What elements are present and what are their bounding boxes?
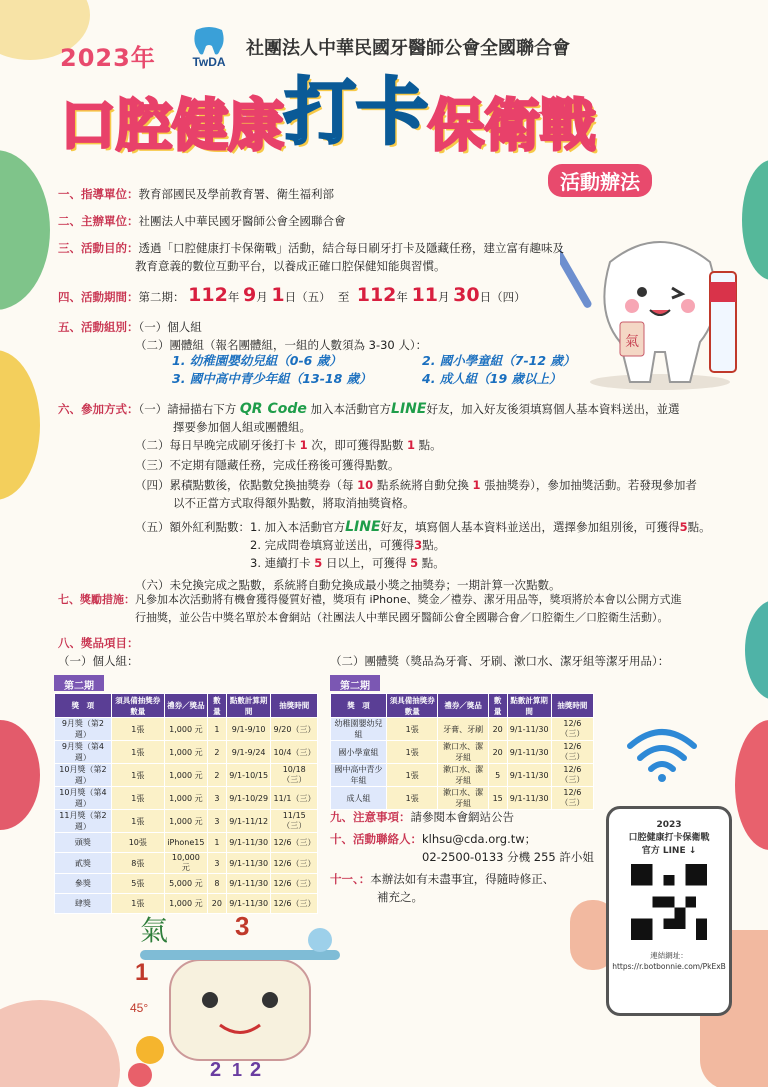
table-cell: 頭獎: [55, 833, 112, 853]
table-cell: 11月獎（第2週）: [55, 810, 112, 833]
table-cell: 貳獎: [55, 853, 112, 874]
qr-code-text: QR Code: [239, 401, 307, 417]
table-cell: 1,000 元: [164, 787, 207, 810]
table-cell: 1張: [387, 741, 438, 764]
section-4-label: 四、活動期間：: [58, 290, 139, 304]
s6-4b: 點系統將自動兌換: [376, 478, 469, 492]
table-cell: 9/1-11/30: [226, 874, 271, 894]
individual-group-label: （一）個人組：: [58, 654, 139, 668]
artwork-num-1b: 1: [232, 1060, 243, 1080]
s6-4m: 1: [472, 478, 481, 492]
s6-1a: （一）請掃描右下方: [138, 402, 237, 416]
table-cell: 9/1-10/29: [226, 787, 271, 810]
category-elementary: 2. 國小學童組（7-12 歲）: [422, 353, 576, 368]
group-period-tab: 第二期: [330, 675, 380, 691]
section-1: [58, 185, 334, 203]
year-label: 2023年: [60, 44, 156, 72]
table-cell: 5張: [111, 874, 164, 894]
section-11-label: 十一、：: [330, 872, 371, 886]
main-title: [60, 70, 597, 160]
table-cell: 12/6（三）: [271, 894, 318, 914]
s6-4d: 以不正當方式取得額外點數，將取消抽獎資格。: [173, 496, 415, 510]
group-award-label: （二）團體獎（獎品為牙膏、牙刷、漱口水、潔牙組等潔牙用品）：: [330, 654, 670, 668]
table-header-cell: 抽獎時間: [551, 694, 593, 718]
table-cell: 1張: [111, 787, 164, 810]
table-cell: 9/1-11/30: [507, 718, 551, 741]
table-cell: 12/6（三）: [271, 853, 318, 874]
table-header-cell: 抽獎時間: [271, 694, 318, 718]
table-cell: 9/1-9/24: [226, 741, 271, 764]
table-cell: 9/1-9/10: [226, 718, 271, 741]
table-cell: 10張: [111, 833, 164, 853]
s6-2a: （二）每日早晚完成刷牙後打卡: [135, 438, 296, 452]
table-cell: 成人組: [331, 787, 387, 810]
table-row: [55, 833, 318, 853]
table-row: [55, 764, 318, 787]
table-cell: iPhone15: [164, 833, 207, 853]
s6-4a: （四）累積點數後，依點數兌換抽獎券（每: [135, 478, 354, 492]
year-unit-1: 年: [227, 290, 240, 304]
table-cell: 12/6（三）: [551, 787, 593, 810]
table-cell: 肆獎: [55, 894, 112, 914]
period-end-year: 112: [356, 284, 397, 306]
table-header-cell: 點數計算期間: [507, 694, 551, 718]
table-cell: 漱口水、潔牙組: [438, 741, 488, 764]
s6-5fn: 5: [314, 556, 323, 570]
table-row: [55, 853, 318, 874]
table-cell: 12/6（三）: [271, 833, 318, 853]
table-cell: 漱口水、潔牙組: [438, 787, 488, 810]
table-cell: 11/15（三）: [271, 810, 318, 833]
table-cell: 1張: [111, 741, 164, 764]
table-header-cell: 須具備抽獎券數量: [387, 694, 438, 718]
section-7-label: 七、獎勵措施：: [58, 593, 135, 606]
s6-2n: 1: [299, 438, 308, 452]
section-11-line2: 補充之。: [377, 890, 423, 904]
s6-5f: 3. 連續打卡: [250, 556, 311, 570]
section-5-label: 五、活動組別：: [58, 320, 139, 334]
table-cell: 20: [488, 741, 507, 764]
table-cell: 3: [207, 853, 226, 874]
table-cell: 12/6（三）: [551, 741, 593, 764]
table-cell: 8: [207, 874, 226, 894]
children-artwork: [110, 900, 370, 1087]
table-cell: 1張: [111, 718, 164, 741]
table-cell: 9/1-10/15: [226, 764, 271, 787]
table-cell: 9月獎（第2週）: [55, 718, 112, 741]
table-header-cell: 點數計算期間: [226, 694, 271, 718]
section-3-label: 三、活動目的：: [58, 241, 139, 255]
group-prize-table: [330, 674, 594, 810]
table-cell: 12/6（三）: [551, 764, 593, 787]
section-6: [58, 400, 718, 594]
table-header-cell: 禮券／獎品: [164, 694, 207, 718]
table-row: [55, 787, 318, 810]
table-cell: 3: [207, 810, 226, 833]
table-row: [55, 741, 318, 764]
table-cell: 10月獎（第2週）: [55, 764, 112, 787]
section-10-label: 十、活動聯絡人：: [330, 832, 422, 846]
table-cell: 8張: [111, 853, 164, 874]
table-cell: 3: [207, 787, 226, 810]
bg-blob-red-right: [735, 720, 768, 850]
table-row: [331, 718, 594, 741]
s6-5h: 點。: [421, 556, 445, 570]
section-1-label: 一、指導單位：: [58, 187, 139, 201]
table-row: [55, 810, 318, 833]
artwork-num-3: 3: [235, 911, 250, 941]
artwork-num-2b: 2: [250, 1059, 262, 1081]
table-cell: 國中高中青少年組: [331, 764, 387, 787]
period-start-year: 112: [188, 284, 228, 306]
section-3-line2: 教育意義的數位互動平台，以養成正確口腔保健知能與習慣。: [135, 259, 446, 273]
table-cell: 1: [207, 833, 226, 853]
section-8: [58, 634, 139, 670]
artwork-deg: 45°: [130, 1001, 149, 1015]
period-end-weekday: 日（四）: [479, 290, 526, 304]
s6-4c: 張抽獎券），參加抽獎活動。若發現參加者: [484, 478, 697, 492]
subtitle-badge: 活動辦法: [548, 164, 652, 197]
bg-blob-teal-right2: [745, 600, 768, 700]
individual-prize-table: [54, 674, 318, 914]
table-header-cell: 禮券／獎品: [438, 694, 488, 718]
tooth-logo-icon: [178, 24, 240, 70]
table-cell: 9/1-11/30: [507, 764, 551, 787]
table-cell: 10/18（三）: [271, 764, 318, 787]
s6-6: （六）未兌換完成之點數，系統將自動兌換成最小獎之抽獎券；一期計算一次點數。: [135, 578, 561, 592]
svg-text:TwDA: TwDA: [192, 55, 226, 69]
qr-title: 口腔健康打卡保衛戰: [628, 833, 710, 843]
table-header-cell: 數量: [207, 694, 226, 718]
qr-year: 2023: [656, 820, 682, 830]
period-end-day: 30: [453, 284, 480, 306]
table-cell: 10,000 元: [164, 853, 207, 874]
section-5-group-2: （二）團體組（報名團體組，一組的人數須為 3-30 人）：: [135, 338, 428, 352]
line-text-2: LINE: [345, 519, 381, 535]
table-cell: 10/4（三）: [271, 741, 318, 764]
table-cell: 20: [207, 894, 226, 914]
section-3: [58, 239, 564, 275]
qr-line-label: 官方 LINE ↓: [641, 846, 697, 856]
table-header-cell: 須具備抽獎券數量: [111, 694, 164, 718]
table-row: [331, 787, 594, 810]
s6-5d: 2. 完成問卷填寫並送出，可獲得: [250, 538, 415, 552]
s6-5e: 點。: [422, 538, 446, 552]
period-to: 至: [337, 290, 350, 304]
table-cell: 5,000 元: [164, 874, 207, 894]
section-2: [58, 212, 346, 230]
s6-1b: 加入本活動官方: [310, 402, 392, 416]
title-part-2: 打卡: [284, 70, 429, 154]
bg-blob-green-left: [0, 150, 50, 310]
table-cell: 幼稚園嬰幼兒組: [331, 718, 387, 741]
table-cell: 參獎: [55, 874, 112, 894]
table-row: [331, 764, 594, 787]
table-cell: 1張: [387, 787, 438, 810]
category-teen: 3. 國中高中青少年組（13-18 歲）: [172, 371, 372, 386]
year-unit-2: 年: [396, 290, 408, 304]
table-header-cell: 獎 項: [55, 694, 112, 718]
table-cell: 1,000 元: [164, 741, 207, 764]
s6-1c: 好友，加入好友後須填寫個人基本資料送出，並選: [426, 402, 680, 416]
s6-2m: 1: [406, 438, 415, 452]
table-cell: 5: [488, 764, 507, 787]
s6-4n: 10: [357, 478, 374, 492]
section-7-line2: 行抽獎，並公告中獎名單於本會網站（社團法人中華民國牙醫師公會全國聯合會／口腔衛生／口腔衛生活動）。: [135, 611, 669, 624]
section-5: [58, 318, 427, 354]
category-kindergarten: 1. 幼稚園嬰幼兒組（0-6 歲）: [172, 353, 342, 368]
bg-blob-yellow-left: [0, 350, 40, 500]
qr-card: [606, 806, 732, 1016]
table-cell: 9月獎（第4週）: [55, 741, 112, 764]
table-cell: 10月獎（第4週）: [55, 787, 112, 810]
table-cell: 9/1-11/30: [507, 741, 551, 764]
period-start-weekday: 日（五）: [284, 290, 331, 304]
table-cell: 9/1-11/30: [226, 833, 271, 853]
table-cell: 1: [207, 718, 226, 741]
table-cell: 20: [488, 718, 507, 741]
twda-logo: [178, 24, 240, 70]
s6-5n: 5: [679, 520, 688, 534]
s6-2c: 點。: [418, 438, 442, 452]
mascot-badge: 氣: [625, 334, 639, 350]
table-cell: 11/1（三）: [271, 787, 318, 810]
table-cell: 9/1-11/30: [226, 853, 271, 874]
table-row: [55, 874, 318, 894]
table-cell: 15: [488, 787, 507, 810]
section-1-text: 教育部國民及學前教育署、衛生福利部: [138, 187, 334, 201]
month-unit-2: 月: [438, 290, 450, 304]
artwork-char: 氣: [140, 914, 169, 947]
section-2-text: 社團法人中華民國牙醫師公會全國聯合會: [138, 214, 346, 228]
table-cell: 牙膏、牙刷: [438, 718, 488, 741]
section-2-label: 二、主辦單位：: [58, 214, 139, 228]
contact-phone: 02-2500-0133 分機 255 許小姐: [422, 850, 594, 864]
table-cell: 2: [207, 764, 226, 787]
table-cell: 9/1-11/30: [507, 787, 551, 810]
s6-5a: （五）額外紅利點數：1. 加入本活動官方: [135, 520, 346, 534]
table-cell: 1,000 元: [164, 718, 207, 741]
section-9-text: 請參閱本會網站公告: [410, 810, 514, 824]
s6-2b: 次，即可獲得點數: [311, 438, 404, 452]
section-6-label: 六、參加方式：: [58, 402, 139, 416]
line-text-1: LINE: [391, 401, 427, 417]
s6-3: （三）不定期有隱藏任務，完成任務後可獲得點數。: [135, 458, 400, 472]
section-11: [330, 870, 600, 906]
individual-period-tab: 第二期: [54, 675, 104, 691]
table-row: [331, 741, 594, 764]
table-header-cell: 獎 項: [331, 694, 387, 718]
table-cell: 1張: [387, 764, 438, 787]
qr-link-label: 連結網址：: [650, 951, 688, 960]
section-4-prefix: 第二期：: [138, 290, 185, 304]
section-5-categories: [172, 352, 592, 388]
table-cell: 2: [207, 741, 226, 764]
contact-email: klhsu@cda.org.tw；: [422, 832, 537, 846]
table-cell: 9/20（三）: [271, 718, 318, 741]
s6-5b: 好友，填寫個人基本資料並送出，選擇參加組別後，可獲得: [380, 520, 680, 534]
title-part-1: 口腔健康: [60, 94, 284, 159]
table-cell: 12/6（三）: [271, 874, 318, 894]
s6-5g: 日以上，可獲得: [325, 556, 407, 570]
bg-blob-left-mid: [0, 720, 40, 830]
section-4: [58, 284, 526, 308]
s6-5c: 點。: [687, 520, 711, 534]
table-cell: 1,000 元: [164, 810, 207, 833]
table-cell: 1,000 元: [164, 764, 207, 787]
section-3-line1: 透過「口腔健康打卡保衛戰」活動，結合每日刷牙打卡及隱藏任務，建立富有趣味及: [138, 241, 564, 255]
section-9-label: 九、注意事項：: [330, 810, 411, 824]
s6-5gn: 5: [410, 556, 419, 570]
period-start-day: 1: [271, 284, 285, 306]
section-11-line1: 本辦法如有未盡事宜，得隨時修正、: [370, 872, 555, 886]
month-unit-1: 月: [256, 290, 268, 304]
section-8-label: 八、獎品項目：: [58, 636, 139, 650]
section-10: [330, 830, 600, 866]
category-adult: 4. 成人組（19 歲以上）: [422, 371, 562, 386]
table-cell: 1張: [387, 718, 438, 741]
organization-name: 社團法人中華民國牙醫師公會全國聯合會: [246, 38, 570, 59]
table-cell: 1,000 元: [164, 894, 207, 914]
group-table-grid: [330, 693, 594, 810]
wifi-icon: [624, 724, 700, 784]
qr-link-url[interactable]: https://r.botbonnie.com/PkExB: [612, 962, 726, 971]
table-cell: 漱口水、潔牙組: [438, 764, 488, 787]
qr-code-icon[interactable]: [631, 864, 707, 940]
table-header-cell: 數量: [488, 694, 507, 718]
title-part-3: 保衛戰: [428, 94, 597, 159]
section-9: [330, 808, 600, 826]
artwork-num-1: 1: [135, 959, 149, 986]
table-cell: 12/6（三）: [551, 718, 593, 741]
table-cell: 1張: [111, 810, 164, 833]
table-row: [55, 718, 318, 741]
table-cell: 國小學童組: [331, 741, 387, 764]
table-cell: 1張: [111, 764, 164, 787]
table-cell: 1張: [111, 894, 164, 914]
bg-blob-bottom-left: [0, 1000, 120, 1087]
section-7: [58, 591, 738, 627]
individual-table-grid: [54, 693, 318, 914]
artwork-num-2a: 2: [210, 1059, 222, 1081]
section-7-line1: 凡參加本次活動將有機會獲得優質好禮，獎項有 iPhone、獎金／禮券、潔牙用品等，獎項將於本會以公開方式進: [135, 593, 682, 606]
s6-5dn: 3: [414, 538, 423, 552]
table-cell: 9/1-11/12: [226, 810, 271, 833]
period-end-month: 11: [411, 284, 439, 306]
table-cell: 9/1-11/30: [226, 894, 271, 914]
s6-1d: 擇要參加個人組或團體組。: [173, 420, 311, 434]
section-5-group-1: （一）個人組: [138, 320, 202, 334]
period-start-month: 9: [242, 284, 257, 306]
